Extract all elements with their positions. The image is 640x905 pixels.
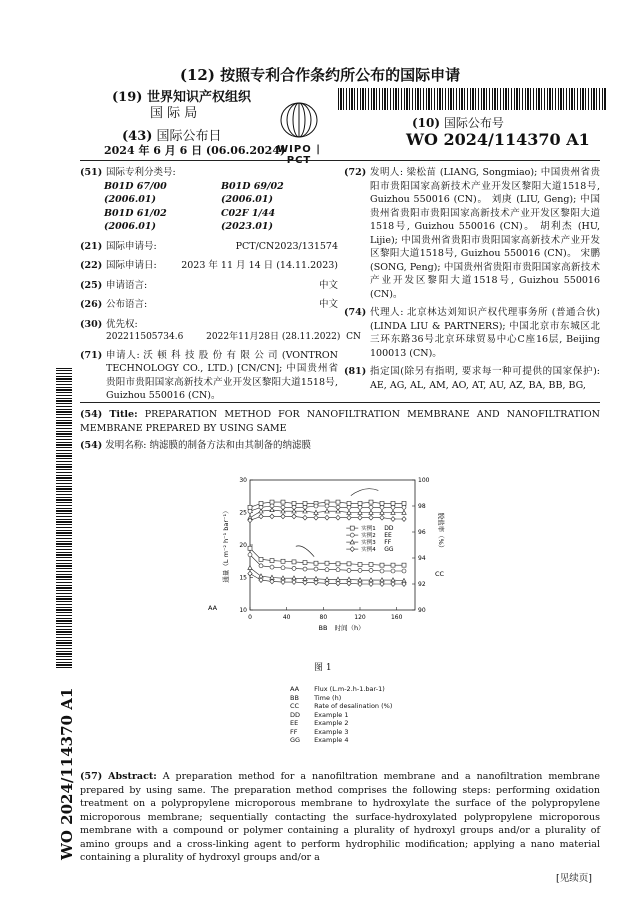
field-21: [80, 240, 338, 254]
data-point: [325, 568, 329, 572]
header-divider: [80, 160, 600, 161]
data-point: [270, 565, 274, 569]
data-point: [281, 500, 285, 504]
data-point: [369, 505, 373, 509]
barcode: [338, 88, 606, 110]
data-point: [248, 553, 252, 557]
y2-tick-label: 90: [418, 607, 426, 614]
field-label: 国际申请日:: [106, 260, 157, 271]
org-name: 世界知识产权组织: [146, 90, 251, 105]
legend-series-label: 实例4: [361, 547, 376, 554]
data-point: [259, 501, 263, 505]
x-tick-label: 120: [354, 614, 366, 621]
data-point: [248, 509, 252, 513]
title-divider: [80, 402, 600, 403]
data-point: [270, 500, 274, 504]
data-point: [281, 514, 285, 519]
data-point: [358, 505, 362, 509]
data-point: [380, 515, 384, 520]
data-point: [347, 562, 351, 566]
data-point: [325, 504, 329, 508]
legend-series-code: GG: [384, 546, 394, 554]
legend-row: [290, 702, 406, 711]
title-en-text: PREPARATION METHOD FOR NANOFILTRATION MEMBRANE AND NANOFILTRATION MEMBRANE PREPARED BY USING SAME: [80, 409, 600, 434]
field-num: (72): [344, 167, 367, 178]
field-22: [80, 259, 338, 273]
data-point: [380, 501, 384, 505]
priority-value: 202211505734.6 2022年11月28日 (28.11.2022) CN: [106, 332, 361, 342]
data-point: [369, 568, 373, 572]
legend-row: [290, 685, 406, 694]
data-point: [369, 500, 373, 504]
data-point: [303, 501, 307, 505]
x-tick-label: 40: [282, 614, 291, 621]
pubno-heading: [412, 114, 504, 131]
field-num: (81): [344, 366, 367, 377]
field-71: [80, 349, 338, 403]
y2-tick-label: 100: [418, 477, 430, 484]
data-point: [314, 561, 318, 565]
y2-tick-label: 98: [418, 503, 426, 510]
data-point: [350, 547, 354, 552]
field-num: (21): [80, 240, 103, 252]
data-point: [380, 563, 384, 567]
legend-text: Example 1: [314, 710, 349, 719]
field-num: (71): [80, 349, 103, 361]
data-point: [402, 563, 406, 567]
y2-axis-label: 脱盐率（%）: [437, 512, 445, 552]
data-point: [314, 515, 318, 520]
data-point: [292, 560, 296, 564]
field-value: PCT/CN2023/131574: [235, 240, 338, 252]
figure-chart: [200, 470, 460, 640]
field-label: 公布语言:: [106, 299, 148, 310]
field-74: [344, 306, 600, 360]
data-point: [248, 546, 252, 550]
title-zh: [80, 439, 600, 453]
field-label: 优先权:: [106, 318, 138, 330]
data-point: [292, 514, 296, 519]
data-point: [369, 515, 373, 520]
legend-row: [290, 694, 406, 703]
data-point: [336, 568, 340, 572]
data-point: [303, 567, 307, 571]
title-en: [80, 408, 600, 435]
data-point: [336, 500, 340, 504]
data-point: [325, 500, 329, 504]
y2-tick-label: 92: [418, 581, 426, 588]
field-value: 2023 年 11 月 14 日 (14.11.2023): [181, 260, 338, 271]
field-num: (57): [80, 771, 103, 782]
legend-code: EE: [290, 719, 299, 727]
data-point: [391, 505, 395, 509]
legend-row: [290, 719, 406, 728]
field-value: 中文: [318, 299, 338, 310]
data-point: [259, 514, 263, 519]
cc-label: CC: [435, 570, 445, 579]
logo-text: WIPO | PCT: [277, 144, 321, 166]
field-label: 国际专利分类号:: [106, 167, 176, 178]
side-pub-number: WO 2024/114370 A1: [58, 687, 76, 860]
data-point: [248, 571, 252, 576]
data-point: [347, 568, 351, 572]
data-point: [270, 508, 274, 512]
legend-text: Rate of desalination (%): [314, 702, 393, 710]
data-point: [358, 501, 362, 505]
document-title: (12) 按照专利合作条约所公布的国际申请: [179, 66, 461, 84]
agent-text: 代理人: 北京林达刘知识产权代理事务所 (普通合伙) (LINDA LIU & PARTNERS); 中国北京市东城区北三环东路36号北京环球贸易中心C座16层, Beijing 100013 (CN)。: [370, 307, 600, 359]
x-axis-code: BB: [318, 624, 328, 632]
data-point: [270, 514, 274, 519]
data-point: [358, 582, 362, 587]
legend-text: Example 4: [314, 736, 349, 744]
legend-code: AA: [290, 685, 300, 693]
field-label: 申请语言:: [106, 279, 148, 291]
data-point: [380, 505, 384, 509]
data-point: [391, 501, 395, 505]
data-point: [402, 569, 406, 573]
data-point: [314, 504, 318, 508]
data-point: [336, 515, 340, 520]
data-point: [292, 566, 296, 570]
org-sub: 国 际 局: [150, 106, 198, 121]
field-72: [344, 166, 600, 301]
y2-tick-label: 94: [418, 555, 426, 562]
x-tick-label: 80: [319, 614, 328, 621]
pub-number: WO 2024/114370 A1: [406, 130, 590, 149]
legend-series-code: EE: [384, 532, 392, 540]
legend-series-label: 实例1: [361, 526, 376, 533]
data-point: [292, 501, 296, 505]
legend-series-label: 实例2: [361, 533, 376, 540]
data-point: [347, 505, 351, 509]
data-point: [248, 565, 252, 569]
data-point: [347, 581, 351, 586]
legend-code: GG: [290, 736, 301, 744]
field-label: Title:: [109, 409, 138, 420]
designated-states-text: 指定国(除另有指明, 要求每一种可提供的国家保护): AE, AG, AL, AM, AO, AT, AU, AZ, BA, BB, BG,: [370, 366, 600, 391]
data-point: [281, 580, 285, 585]
data-point: [336, 562, 340, 566]
abstract-label: Abstract:: [108, 771, 157, 782]
y-axis-label: 通量（L m⁻² h⁻¹ bar⁻¹）: [222, 507, 230, 583]
legend-code: CC: [290, 702, 300, 710]
data-point: [380, 569, 384, 573]
field-num: (25): [80, 279, 103, 291]
wipo-logo: [264, 100, 334, 166]
field-value: 中文: [318, 279, 338, 291]
data-point: [391, 569, 395, 573]
data-point: [303, 561, 307, 565]
legend-series-code: DD: [384, 525, 394, 533]
field-81: [344, 365, 600, 392]
x-axis-label: 时间（h）: [334, 624, 365, 632]
data-point: [314, 580, 318, 585]
y-tick-label: 25: [239, 509, 247, 517]
data-point: [325, 515, 329, 520]
data-point: [259, 557, 263, 561]
field-num: (26): [80, 299, 103, 310]
data-point: [391, 517, 395, 522]
class-code: B01D 67/00 (2006.01): [104, 180, 167, 205]
legend-code: DD: [290, 710, 301, 719]
field-label: 发明名称:: [105, 440, 147, 451]
x-tick-label: 0: [248, 614, 252, 621]
y2-tick-label: 96: [418, 529, 426, 536]
field-51: [80, 166, 338, 180]
y-tick-label: 15: [239, 574, 247, 582]
legend-series-code: FF: [384, 539, 392, 547]
data-point: [358, 563, 362, 567]
data-point: [350, 533, 354, 537]
legend-text: Flux (L.m-2.h-1.bar-1): [314, 685, 385, 693]
data-point: [391, 563, 395, 567]
title-section: [80, 408, 600, 453]
data-point: [336, 581, 340, 586]
field-num: (54): [80, 409, 103, 420]
field-26: [80, 298, 338, 312]
data-point: [350, 526, 354, 530]
field-num: (74): [344, 307, 367, 318]
aa-label: AA: [208, 604, 218, 612]
abstract-text: A preparation method for a nanofiltration membrane and a nanofiltration membrane prepared by using same. The preparation method comprises the following steps: performing oxidation treatment on a polypropylene microporous membrane to hydroxylate the surface of the polypropylene microporous membrane; sequentially contacting the surface-hydroxylated polypropylene microporous membrane with a compound or polymer containing a plurality of hydroxyl groups and/or a plurality of amino groups and a cross-linking agent to perform hydrophilic modification; applying a nano material containing a plurality of hydroxyl groups and/or a: [80, 771, 600, 863]
data-point: [358, 515, 362, 520]
arrow-to-flux: [296, 546, 314, 557]
data-point: [270, 579, 274, 584]
wipo-emblem-icon: [264, 100, 334, 140]
abstract: [80, 770, 600, 865]
inventor-text: 发明人: 梁松苗 (LIANG, Songmiao); 中国贵州省贵阳市贵阳国家高新技术产业开发区黎阳大道1518号, Guizhou 550016 (CN)。 刘庚 (LIU, Geng); 中国贵州省贵阳市贵阳国家高新技术产业开发区黎阳大道1518号, Guizhou 550016 (CN)。 胡利杰 (HU, Lijie); 中国贵州省贵阳市贵阳国家高新技术产业开发区黎阳大道1518号, Guizhou 550016 (CN)。 宋鹏 (SONG, Peng); 中国贵州省贵阳市贵阳国家高新技术产业开发区黎阳大道1518号, Guizhou 550016 (CN)。: [370, 167, 600, 300]
pubdate-value: 2024 年 6 月 6 日 (06.06.2024): [104, 144, 286, 157]
data-point: [259, 564, 263, 568]
data-point: [270, 559, 274, 563]
data-point: [347, 501, 351, 505]
data-point: [402, 517, 406, 522]
y-tick-label: 10: [239, 607, 247, 614]
legend-text: Example 3: [314, 727, 349, 736]
field-num: (30): [80, 318, 103, 330]
data-point: [303, 580, 307, 585]
legend-series-label: 实例3: [361, 540, 376, 547]
legend-text: Time (h): [314, 693, 342, 702]
side-barcode: [56, 368, 72, 668]
class-code: B01D 69/02 (2006.01): [221, 180, 284, 205]
class-code: C02F 1/44 (2023.01): [221, 207, 276, 232]
data-point: [281, 559, 285, 563]
legend-row: [290, 711, 406, 720]
y-tick-label: 20: [239, 542, 247, 549]
figure-legend: [290, 685, 406, 745]
x-tick-label: 160: [390, 614, 403, 621]
class-code: B01D 61/02 (2006.01): [104, 207, 167, 232]
data-point: [314, 567, 318, 571]
data-point: [347, 515, 351, 520]
data-point: [369, 582, 373, 587]
continued-note: [见续页]: [556, 873, 592, 884]
data-point: [303, 515, 307, 520]
pubdate-label: 国际公布日: [156, 129, 222, 144]
data-point: [248, 505, 252, 509]
class-table: [104, 180, 338, 234]
legend-row: [290, 728, 406, 737]
legend-code: FF: [290, 727, 298, 736]
field-30: [80, 318, 338, 332]
data-point: [358, 568, 362, 572]
field-num: (51): [80, 167, 103, 178]
data-point: [402, 501, 406, 505]
field-label: 国际申请号:: [106, 240, 157, 252]
arrow-to-rejection: [351, 489, 379, 496]
field-num: (22): [80, 260, 103, 271]
pubdate-num: (43): [122, 129, 153, 144]
right-column: [344, 166, 600, 392]
y-tick-label: 30: [239, 477, 247, 484]
data-point: [391, 582, 395, 587]
applicant-text: 申请人: 沃 顿 科 技 股 份 有 限 公 司 (VONTRON TECHNOLOGY CO., LTD.) [CN/CN]; 中国贵州省贵阳市贵阳国家高新技术产业开发区黎阳大道1518号, Guizhou 550016 (CN)。: [106, 349, 338, 401]
data-point: [259, 578, 263, 583]
pubno-label: 国际公布号: [443, 116, 504, 130]
data-point: [281, 566, 285, 570]
data-point: [325, 581, 329, 586]
data-point: [325, 561, 329, 565]
data-point: [402, 505, 406, 509]
legend-text: Example 2: [314, 719, 349, 727]
data-point: [369, 563, 373, 567]
org-num: (19): [112, 90, 143, 105]
pubno-num: (10): [412, 116, 441, 130]
field-num: (54): [80, 440, 103, 451]
title-zh-text: 纳滤膜的制备方法和由其制备的纳滤膜: [149, 440, 311, 451]
figure-caption: 图 1: [314, 663, 332, 673]
legend-row: [290, 736, 406, 745]
legend-code: BB: [290, 693, 299, 702]
data-point: [380, 582, 384, 587]
field-25: [80, 279, 338, 293]
data-point: [292, 580, 296, 585]
